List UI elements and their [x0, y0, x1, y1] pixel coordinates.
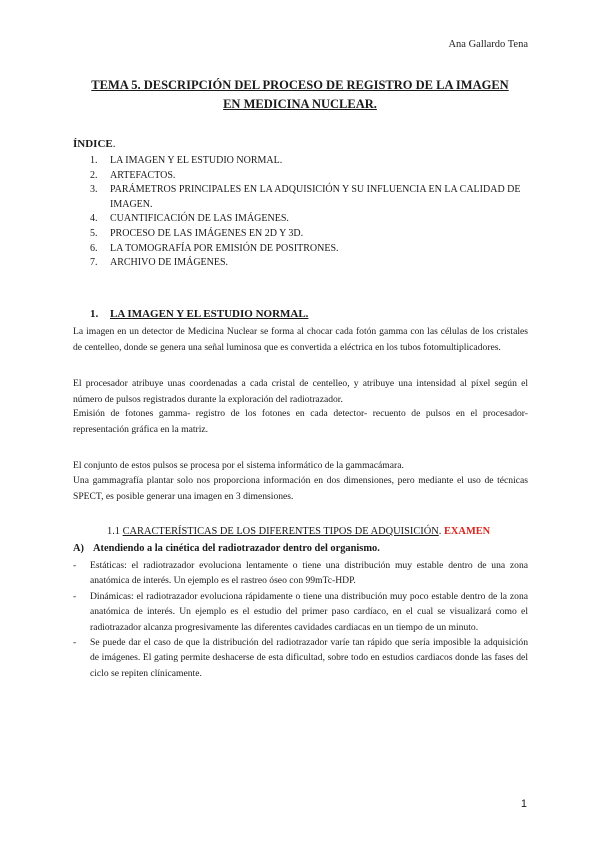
subheading-a — [73, 543, 380, 554]
index-item-number: 4. — [90, 213, 98, 225]
paragraph: La imagen en un detector de Medicina Nuclear se forma al chocar cada fotón gamma con las células de los cristales de centelleo, donde se genera una señal luminosa que es convertida a eléctrica en los tubos fotomultiplicadores. — [73, 326, 528, 353]
index-item-number: 3. — [90, 184, 98, 196]
index-heading — [73, 138, 115, 150]
subsection-number: 1.1 — [107, 526, 120, 537]
index-item-number: 2. — [90, 169, 98, 181]
bullet-list — [73, 558, 528, 681]
subsection-title: CARACTERÍSTICAS DE LOS DIFERENTES TIPOS DE ADQUISICIÓN — [122, 526, 439, 537]
index-item — [90, 242, 530, 257]
index-list — [90, 154, 530, 271]
index-item-text: LA IMAGEN Y EL ESTUDIO NORMAL. — [110, 155, 283, 166]
index-item — [90, 256, 530, 271]
exam-tag: EXAMEN — [444, 526, 491, 537]
document-title: TEMA 5. DESCRIPCIÓN DEL PROCESO DE REGISTRO DE LA IMAGEN EN MEDICINA NUCLEAR. — [91, 78, 509, 111]
index-item — [90, 169, 530, 184]
list-item — [73, 558, 528, 589]
section-1-title: LA IMAGEN Y EL ESTUDIO NORMAL. — [110, 308, 309, 320]
dash-bullet: - — [73, 560, 77, 571]
index-item — [90, 212, 530, 227]
dash-bullet: - — [73, 590, 77, 602]
list-item-text: Estáticas: el radiotrazador evoluciona lentamente o tiene una distribución muy estable dentro de una zona anatómica de interés. Un ejemplo es el rastreo óseo con 99mTc-HDP. — [90, 560, 528, 587]
index-item-number: 1. — [90, 155, 98, 166]
paragraph: El procesador atribuye unas coordenadas a cada cristal de centelleo, y atribuye una intensidad al píxel según el número de pulsos registrados durante la exploración del radiotrazador. — [73, 378, 528, 405]
section-1-heading — [90, 308, 308, 320]
index-item — [90, 154, 530, 169]
index-item-number: 7. — [90, 257, 98, 269]
paragraph: Emisión de fotones gamma- registro de los fotones en cada detector- recuento de pulsos en el procesador- representación gráfica en la matriz. — [73, 408, 528, 435]
index-item-number: 5. — [90, 227, 98, 239]
author-name: Ana Gallardo Tena — [448, 39, 528, 50]
index-item-text: CUANTIFICACIÓN DE LAS IMÁGENES. — [110, 213, 289, 225]
page-number: 1 — [520, 798, 527, 810]
list-item-text: Dinámicas: el radiotrazador evoluciona rápidamente o tiene una distribución muy poco estable dentro de la zona anatómica de interés. Un ejemplo es el estudio del primer paso cardíaco, en el cual se visualizará como el radiotrazador alcanza progresivamente las diferentes cavidades cardiacas en un tiempo de un minuto. — [90, 590, 528, 633]
section-1-number: 1. — [90, 308, 99, 320]
index-item-text: ARCHIVO DE IMÁGENES. — [110, 257, 229, 269]
index-item — [90, 227, 530, 242]
index-item-number: 6. — [90, 242, 98, 254]
list-item-text: Se puede dar el caso de que la distribución del radiotrazador varíe tan rápido que sería imposible la adquisición de imágenes. El gating permite deshacerse de esta dificultad, sobre todo en estudios cardiacos donde las fases del ciclo se repiten clínicamente. — [90, 637, 528, 679]
list-item — [73, 589, 528, 635]
subheading-a-letter: A) — [73, 543, 84, 554]
paragraph: Una gammagrafía plantar solo nos proporciona información en dos dimensiones, pero mediante el uso de técnicas SPECT, es posible generar una imagen en 3 dimensiones. — [73, 475, 528, 502]
subheading-a-text: Atendiendo a la cinética del radiotrazador dentro del organismo. — [93, 543, 380, 554]
index-item-text: PARÁMETROS PRINCIPALES EN LA ADQUISICIÓN Y SU INFLUENCIA EN LA CALIDAD DE IMAGEN. — [110, 184, 521, 210]
paragraph: El conjunto de estos pulsos se procesa por el sistema informático de la gammacámara. — [73, 460, 404, 471]
index-item-text: ARTEFACTOS. — [110, 169, 176, 181]
subsection-heading — [107, 526, 490, 537]
list-item — [73, 635, 528, 681]
index-heading-label: ÍNDICE — [73, 138, 113, 150]
dash-bullet: - — [73, 637, 77, 649]
index-item — [90, 183, 530, 212]
index-heading-punct: . — [112, 138, 116, 150]
subsection-punct: . — [438, 526, 442, 537]
index-item-text: LA TOMOGRAFÍA POR EMISIÓN DE POSITRONES. — [110, 242, 339, 254]
index-item-text: PROCESO DE LAS IMÁGENES EN 2D Y 3D. — [110, 227, 304, 239]
